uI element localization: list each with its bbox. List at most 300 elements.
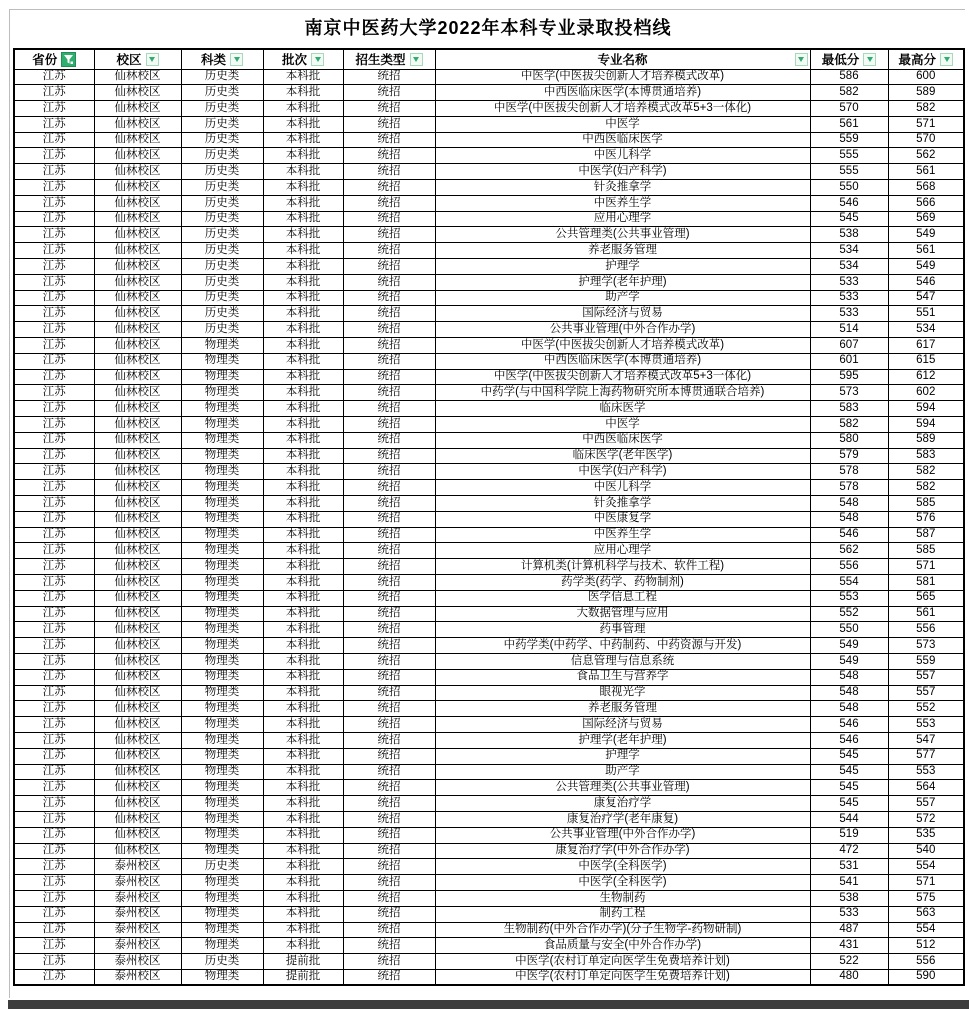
- cell-max-score: 577: [888, 748, 964, 764]
- cell-enroll-type: 统招: [343, 622, 435, 638]
- cell-province: 江苏: [14, 922, 94, 938]
- cell-max-score: 540: [888, 843, 964, 859]
- cell-min-score: 538: [810, 227, 888, 243]
- cell-major: 信息管理与信息系统: [435, 653, 810, 669]
- cell-category: 物理类: [181, 685, 263, 701]
- cell-min-score: 546: [810, 732, 888, 748]
- cell-province: 江苏: [14, 811, 94, 827]
- cell-campus: 仙林校区: [94, 717, 181, 733]
- cell-campus: 仙林校区: [94, 164, 181, 180]
- cell-campus: 仙林校区: [94, 638, 181, 654]
- cell-max-score: 583: [888, 448, 964, 464]
- cell-enroll-type: 统招: [343, 464, 435, 480]
- cell-max-score: 564: [888, 780, 964, 796]
- cell-province: 江苏: [14, 385, 94, 401]
- table-row: [14, 322, 964, 338]
- cell-category: 物理类: [181, 622, 263, 638]
- table-row: [14, 890, 964, 906]
- cell-province: 江苏: [14, 432, 94, 448]
- cell-province: 江苏: [14, 101, 94, 117]
- cell-campus: 仙林校区: [94, 211, 181, 227]
- cell-enroll-type: 统招: [343, 938, 435, 954]
- cell-major: 眼视光学: [435, 685, 810, 701]
- cell-max-score: 549: [888, 227, 964, 243]
- cell-category: 物理类: [181, 448, 263, 464]
- cell-category: 物理类: [181, 827, 263, 843]
- cell-max-score: 575: [888, 890, 964, 906]
- col-header-campus: [94, 49, 181, 69]
- table-row: [14, 701, 964, 717]
- cell-campus: 仙林校区: [94, 369, 181, 385]
- cell-min-score: 595: [810, 369, 888, 385]
- cell-category: 物理类: [181, 748, 263, 764]
- cell-campus: 仙林校区: [94, 290, 181, 306]
- cell-min-score: 554: [810, 575, 888, 591]
- cell-major: 助产学: [435, 764, 810, 780]
- cell-min-score: 480: [810, 969, 888, 985]
- cell-major: 中医学(中医拔尖创新人才培养模式改革): [435, 69, 810, 85]
- cell-min-score: 533: [810, 306, 888, 322]
- cell-min-score: 607: [810, 338, 888, 354]
- cell-min-score: 562: [810, 543, 888, 559]
- cell-major: 中医学(妇产科学): [435, 464, 810, 480]
- col-header-campus-label: 校区: [116, 53, 142, 68]
- cell-enroll-type: 统招: [343, 796, 435, 812]
- cell-province: 江苏: [14, 338, 94, 354]
- cell-batch: 本科批: [263, 306, 343, 322]
- cell-category: 物理类: [181, 796, 263, 812]
- cell-category: 物理类: [181, 732, 263, 748]
- cell-max-score: 562: [888, 148, 964, 164]
- cell-enroll-type: 统招: [343, 748, 435, 764]
- cell-min-score: 549: [810, 638, 888, 654]
- table-row: [14, 717, 964, 733]
- cell-max-score: 565: [888, 590, 964, 606]
- table-row: [14, 748, 964, 764]
- cell-category: 历史类: [181, 116, 263, 132]
- cell-enroll-type: 统招: [343, 116, 435, 132]
- cell-province: 江苏: [14, 575, 94, 591]
- cell-enroll-type: 统招: [343, 559, 435, 575]
- cell-max-score: 568: [888, 180, 964, 196]
- cell-campus: 泰州校区: [94, 906, 181, 922]
- cell-major: 生物制药: [435, 890, 810, 906]
- table-row: [14, 906, 964, 922]
- cell-province: 江苏: [14, 211, 94, 227]
- cell-min-score: 545: [810, 780, 888, 796]
- cell-major: 制药工程: [435, 906, 810, 922]
- cell-batch: 本科批: [263, 195, 343, 211]
- cell-category: 物理类: [181, 417, 263, 433]
- col-header-enroll-type: [343, 49, 435, 69]
- table-row: [14, 511, 964, 527]
- cell-category: 物理类: [181, 906, 263, 922]
- cell-max-score: 571: [888, 116, 964, 132]
- cell-campus: 仙林校区: [94, 764, 181, 780]
- cell-category: 物理类: [181, 590, 263, 606]
- table-row: [14, 954, 964, 970]
- cell-min-score: 534: [810, 259, 888, 275]
- cell-min-score: 546: [810, 195, 888, 211]
- cell-enroll-type: 统招: [343, 701, 435, 717]
- cell-batch: 提前批: [263, 969, 343, 985]
- cell-province: 江苏: [14, 116, 94, 132]
- cell-province: 江苏: [14, 69, 94, 85]
- cell-campus: 仙林校区: [94, 227, 181, 243]
- cell-campus: 仙林校区: [94, 543, 181, 559]
- cell-province: 江苏: [14, 590, 94, 606]
- cell-max-score: 587: [888, 527, 964, 543]
- table-row: [14, 590, 964, 606]
- cell-major: 护理学: [435, 748, 810, 764]
- cell-province: 江苏: [14, 290, 94, 306]
- cell-category: 历史类: [181, 164, 263, 180]
- cell-enroll-type: 统招: [343, 401, 435, 417]
- cell-batch: 本科批: [263, 211, 343, 227]
- cell-campus: 仙林校区: [94, 496, 181, 512]
- cell-major: 康复治疗学: [435, 796, 810, 812]
- cell-province: 江苏: [14, 938, 94, 954]
- cell-campus: 仙林校区: [94, 101, 181, 117]
- cell-province: 江苏: [14, 496, 94, 512]
- cell-max-score: 585: [888, 543, 964, 559]
- cell-max-score: 551: [888, 306, 964, 322]
- cell-enroll-type: 统招: [343, 859, 435, 875]
- cell-batch: 本科批: [263, 85, 343, 101]
- cell-max-score: 582: [888, 480, 964, 496]
- cell-category: 物理类: [181, 875, 263, 891]
- col-header-max-score-label: 最高分: [898, 53, 936, 68]
- cell-min-score: 548: [810, 511, 888, 527]
- cell-province: 江苏: [14, 875, 94, 891]
- cell-batch: 本科批: [263, 448, 343, 464]
- cell-min-score: 548: [810, 669, 888, 685]
- table-row: [14, 274, 964, 290]
- cell-enroll-type: 统招: [343, 780, 435, 796]
- cell-major: 护理学: [435, 259, 810, 275]
- cell-major: 中医养生学: [435, 195, 810, 211]
- col-header-major-label: 专业名称: [597, 53, 648, 68]
- cell-campus: 仙林校区: [94, 669, 181, 685]
- cell-batch: 本科批: [263, 653, 343, 669]
- table-row: [14, 575, 964, 591]
- cell-enroll-type: 统招: [343, 290, 435, 306]
- cell-enroll-type: 统招: [343, 811, 435, 827]
- cell-category: 物理类: [181, 890, 263, 906]
- cell-enroll-type: 统招: [343, 211, 435, 227]
- cell-batch: 本科批: [263, 875, 343, 891]
- table-row: [14, 132, 964, 148]
- cell-major: 中医康复学: [435, 511, 810, 527]
- cell-min-score: 545: [810, 796, 888, 812]
- table-row: [14, 401, 964, 417]
- cell-category: 物理类: [181, 638, 263, 654]
- col-header-major: [435, 49, 810, 69]
- cell-campus: 仙林校区: [94, 653, 181, 669]
- cell-major: 养老服务管理: [435, 701, 810, 717]
- cell-enroll-type: 统招: [343, 638, 435, 654]
- cell-enroll-type: 统招: [343, 969, 435, 985]
- cell-province: 江苏: [14, 969, 94, 985]
- cell-province: 江苏: [14, 890, 94, 906]
- cell-category: 历史类: [181, 195, 263, 211]
- cell-province: 江苏: [14, 559, 94, 575]
- cell-category: 物理类: [181, 764, 263, 780]
- cell-min-score: 586: [810, 69, 888, 85]
- cell-enroll-type: 统招: [343, 732, 435, 748]
- cell-campus: 仙林校区: [94, 480, 181, 496]
- cell-batch: 本科批: [263, 290, 343, 306]
- cell-campus: 泰州校区: [94, 938, 181, 954]
- cell-category: 物理类: [181, 401, 263, 417]
- cell-max-score: 585: [888, 496, 964, 512]
- cell-enroll-type: 统招: [343, 669, 435, 685]
- cell-category: 物理类: [181, 969, 263, 985]
- chevron-down-filter-icon[interactable]: [863, 53, 876, 66]
- cell-max-score: 554: [888, 859, 964, 875]
- cell-batch: 本科批: [263, 638, 343, 654]
- cell-max-score: 559: [888, 653, 964, 669]
- cell-enroll-type: 统招: [343, 543, 435, 559]
- cell-max-score: 563: [888, 906, 964, 922]
- cell-major: 临床医学(老年医学): [435, 448, 810, 464]
- cell-category: 历史类: [181, 101, 263, 117]
- cell-min-score: 431: [810, 938, 888, 954]
- sheet-guide-line-left: [9, 9, 10, 998]
- cell-province: 江苏: [14, 859, 94, 875]
- cell-enroll-type: 统招: [343, 432, 435, 448]
- cell-max-score: 581: [888, 575, 964, 591]
- cell-campus: 仙林校区: [94, 606, 181, 622]
- cell-category: 物理类: [181, 543, 263, 559]
- cell-max-score: 600: [888, 69, 964, 85]
- chevron-down-filter-icon[interactable]: [311, 53, 324, 66]
- cell-min-score: 548: [810, 701, 888, 717]
- cell-enroll-type: 统招: [343, 306, 435, 322]
- cell-max-score: 534: [888, 322, 964, 338]
- cell-max-score: 556: [888, 622, 964, 638]
- cell-batch: 本科批: [263, 764, 343, 780]
- cell-campus: 仙林校区: [94, 780, 181, 796]
- cell-campus: 仙林校区: [94, 590, 181, 606]
- cell-major: 中医学(全科医学): [435, 875, 810, 891]
- col-header-min-score-label: 最低分: [821, 53, 860, 68]
- cell-major: 医学信息工程: [435, 590, 810, 606]
- cell-province: 江苏: [14, 369, 94, 385]
- cell-min-score: 582: [810, 417, 888, 433]
- header-row: [14, 49, 964, 69]
- cell-batch: 本科批: [263, 180, 343, 196]
- cell-category: 物理类: [181, 811, 263, 827]
- cell-batch: 本科批: [263, 575, 343, 591]
- cell-enroll-type: 统招: [343, 338, 435, 354]
- cell-category: 物理类: [181, 480, 263, 496]
- cell-batch: 本科批: [263, 69, 343, 85]
- chevron-down-filter-icon[interactable]: [795, 53, 808, 66]
- cell-category: 历史类: [181, 211, 263, 227]
- cell-max-score: 612: [888, 369, 964, 385]
- cell-batch: 本科批: [263, 796, 343, 812]
- cell-enroll-type: 统招: [343, 496, 435, 512]
- chevron-down-filter-icon[interactable]: [146, 53, 159, 66]
- cell-enroll-type: 统招: [343, 922, 435, 938]
- table-row: [14, 211, 964, 227]
- cell-category: 物理类: [181, 938, 263, 954]
- cell-batch: 本科批: [263, 322, 343, 338]
- cell-enroll-type: 统招: [343, 906, 435, 922]
- cell-min-score: 533: [810, 290, 888, 306]
- cell-major: 中医学(中医拔尖创新人才培养模式改革5+3一体化): [435, 101, 810, 117]
- cell-major: 大数据管理与应用: [435, 606, 810, 622]
- cell-category: 物理类: [181, 575, 263, 591]
- cell-category: 历史类: [181, 859, 263, 875]
- cell-min-score: 522: [810, 954, 888, 970]
- cell-province: 江苏: [14, 274, 94, 290]
- table-row: [14, 164, 964, 180]
- cell-province: 江苏: [14, 243, 94, 259]
- table-row: [14, 732, 964, 748]
- cell-category: 物理类: [181, 559, 263, 575]
- cell-max-score: 547: [888, 732, 964, 748]
- cell-batch: 本科批: [263, 543, 343, 559]
- cell-batch: 本科批: [263, 369, 343, 385]
- cell-province: 江苏: [14, 606, 94, 622]
- table-row: [14, 780, 964, 796]
- cell-category: 物理类: [181, 385, 263, 401]
- cell-enroll-type: 统招: [343, 322, 435, 338]
- table-row: [14, 448, 964, 464]
- cell-min-score: 534: [810, 243, 888, 259]
- cell-category: 历史类: [181, 274, 263, 290]
- cell-enroll-type: 统招: [343, 180, 435, 196]
- cell-province: 江苏: [14, 906, 94, 922]
- cell-max-score: 576: [888, 511, 964, 527]
- cell-max-score: 535: [888, 827, 964, 843]
- cell-enroll-type: 统招: [343, 259, 435, 275]
- cell-province: 江苏: [14, 638, 94, 654]
- table-row: [14, 385, 964, 401]
- cell-enroll-type: 统招: [343, 227, 435, 243]
- cell-major: 应用心理学: [435, 211, 810, 227]
- cell-category: 历史类: [181, 322, 263, 338]
- cell-major: 食品卫生与营养学: [435, 669, 810, 685]
- cell-enroll-type: 统招: [343, 85, 435, 101]
- cell-major: 国际经济与贸易: [435, 306, 810, 322]
- chevron-down-filter-icon[interactable]: [410, 53, 423, 66]
- cell-major: 国际经济与贸易: [435, 717, 810, 733]
- cell-campus: 泰州校区: [94, 954, 181, 970]
- cell-max-score: 573: [888, 638, 964, 654]
- cell-province: 江苏: [14, 527, 94, 543]
- cell-campus: 泰州校区: [94, 859, 181, 875]
- cell-campus: 仙林校区: [94, 796, 181, 812]
- cell-max-score: 561: [888, 606, 964, 622]
- cell-min-score: 546: [810, 717, 888, 733]
- chevron-down-filter-icon[interactable]: [230, 53, 243, 66]
- cell-major: 药事管理: [435, 622, 810, 638]
- cell-campus: 仙林校区: [94, 732, 181, 748]
- cell-category: 物理类: [181, 353, 263, 369]
- cell-batch: 本科批: [263, 132, 343, 148]
- cell-enroll-type: 统招: [343, 353, 435, 369]
- cell-major: 计算机类(计算机科学与技术、软件工程): [435, 559, 810, 575]
- cell-major: 中医儿科学: [435, 480, 810, 496]
- cell-enroll-type: 统招: [343, 148, 435, 164]
- cell-province: 江苏: [14, 195, 94, 211]
- cell-category: 物理类: [181, 653, 263, 669]
- cell-enroll-type: 统招: [343, 101, 435, 117]
- cell-max-score: 594: [888, 417, 964, 433]
- cell-category: 物理类: [181, 606, 263, 622]
- cell-major: 中医儿科学: [435, 148, 810, 164]
- cell-batch: 本科批: [263, 843, 343, 859]
- cell-category: 历史类: [181, 180, 263, 196]
- cell-category: 历史类: [181, 259, 263, 275]
- cell-enroll-type: 统招: [343, 590, 435, 606]
- cell-max-score: 589: [888, 85, 964, 101]
- cell-category: 历史类: [181, 243, 263, 259]
- cell-province: 江苏: [14, 748, 94, 764]
- cell-batch: 本科批: [263, 464, 343, 480]
- chevron-down-filter-icon[interactable]: [940, 53, 953, 66]
- cell-major: 中医学(全科医学): [435, 859, 810, 875]
- cell-campus: 仙林校区: [94, 748, 181, 764]
- cell-campus: 仙林校区: [94, 306, 181, 322]
- cell-min-score: 546: [810, 527, 888, 543]
- cell-max-score: 552: [888, 701, 964, 717]
- cell-max-score: 557: [888, 669, 964, 685]
- cell-province: 江苏: [14, 622, 94, 638]
- cell-campus: 仙林校区: [94, 432, 181, 448]
- cell-campus: 仙林校区: [94, 274, 181, 290]
- cell-province: 江苏: [14, 227, 94, 243]
- cell-batch: 本科批: [263, 701, 343, 717]
- cell-min-score: 519: [810, 827, 888, 843]
- page-title: 南京中医药大学2022年本科专业录取投档线: [304, 18, 672, 38]
- cell-enroll-type: 统招: [343, 243, 435, 259]
- cell-campus: 仙林校区: [94, 116, 181, 132]
- admission-scores-table: [13, 48, 965, 986]
- cell-max-score: 557: [888, 685, 964, 701]
- cell-min-score: 550: [810, 180, 888, 196]
- cell-campus: 仙林校区: [94, 259, 181, 275]
- cell-province: 江苏: [14, 164, 94, 180]
- cell-batch: 本科批: [263, 353, 343, 369]
- table-row: [14, 543, 964, 559]
- cell-major: 公共事业管理(中外合作办学): [435, 827, 810, 843]
- cell-max-score: 582: [888, 101, 964, 117]
- cell-batch: 本科批: [263, 922, 343, 938]
- cell-category: 物理类: [181, 922, 263, 938]
- table-row: [14, 195, 964, 211]
- cell-batch: 本科批: [263, 732, 343, 748]
- cell-min-score: 548: [810, 685, 888, 701]
- cell-min-score: 579: [810, 448, 888, 464]
- cell-enroll-type: 统招: [343, 448, 435, 464]
- cell-min-score: 545: [810, 764, 888, 780]
- cell-campus: 仙林校区: [94, 811, 181, 827]
- cell-enroll-type: 统招: [343, 954, 435, 970]
- cell-min-score: 545: [810, 748, 888, 764]
- cell-category: 物理类: [181, 511, 263, 527]
- col-header-category-label: 科类: [200, 53, 226, 68]
- cell-batch: 本科批: [263, 811, 343, 827]
- cell-batch: 本科批: [263, 148, 343, 164]
- table-row: [14, 85, 964, 101]
- funnel-filter-active-icon[interactable]: [61, 52, 76, 67]
- cell-category: 历史类: [181, 69, 263, 85]
- cell-major: 中医学: [435, 417, 810, 433]
